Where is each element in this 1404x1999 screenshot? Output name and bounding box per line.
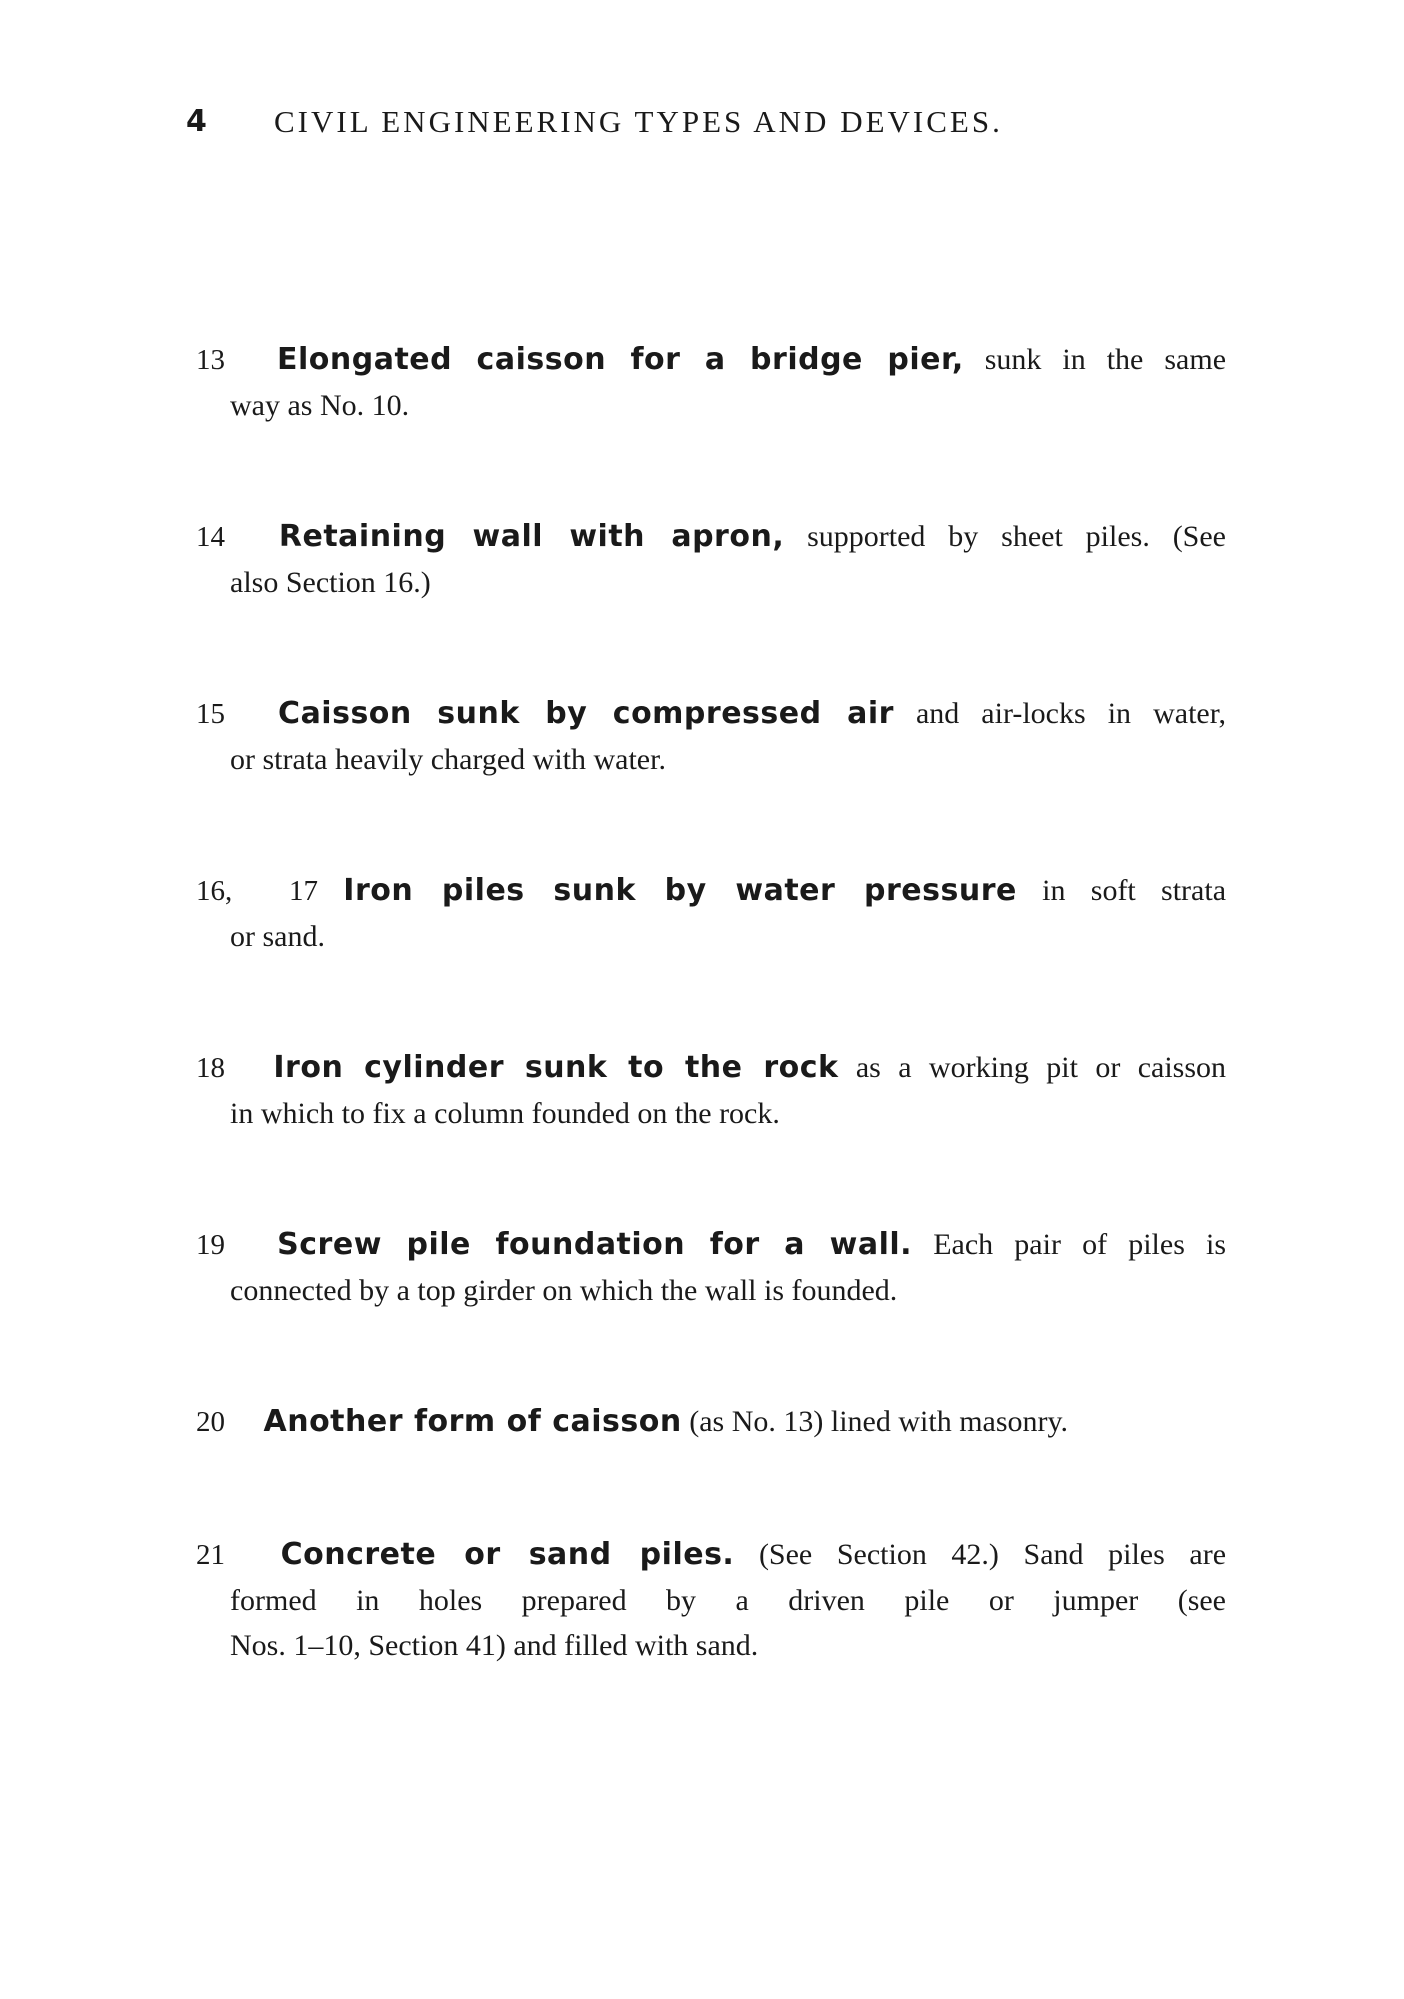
entry-text: as a working pit or caisson — [855, 1051, 1227, 1084]
entry-number: 15 — [196, 698, 225, 730]
entry-heading: Iron cylinder sunk to the rock — [273, 1050, 839, 1085]
entry-first-line — [196, 691, 1226, 737]
entry-heading: Retaining wall with apron, — [278, 519, 785, 554]
entry-number: 16, 17 — [196, 875, 318, 907]
entry-14 — [196, 514, 1226, 605]
entry-first-line — [196, 514, 1226, 560]
entry-21 — [196, 1532, 1226, 1668]
entry-heading: Another form of caisson — [263, 1404, 682, 1439]
entry-text: and air-locks in water, — [915, 697, 1227, 730]
entry-number: 19 — [196, 1229, 225, 1261]
entry-text: sunk in the same — [984, 343, 1227, 376]
running-title: CIVIL ENGINEERING TYPES AND DEVICES. — [274, 104, 1003, 139]
entry-number: 21 — [196, 1539, 225, 1571]
entry-heading: Screw pile foundation for a wall. — [277, 1227, 913, 1262]
entry-text: Each pair of piles is — [933, 1228, 1227, 1261]
entry-first-line — [196, 1045, 1226, 1091]
entry-16-17 — [196, 868, 1226, 959]
entry-heading: Concrete or sand piles. — [280, 1537, 735, 1572]
entry-continuation-line: also Section 16.) — [230, 566, 431, 599]
page-header — [186, 100, 1146, 150]
entry-text: in soft strata — [1042, 874, 1227, 907]
entry-18 — [196, 1045, 1226, 1136]
entry-number: 20 — [196, 1406, 225, 1438]
entry-heading: Caisson sunk by compressed air — [278, 696, 894, 731]
entry-first-line — [196, 1222, 1226, 1268]
entry-heading: Iron piles sunk by water pressure — [343, 873, 1017, 908]
entry-number: 13 — [196, 344, 225, 376]
entry-continuation-line: or strata heavily charged with water. — [230, 743, 666, 776]
entry-first-line — [196, 868, 1226, 914]
entry-first-line — [196, 337, 1226, 383]
entry-continuation-line: way as No. 10. — [230, 389, 410, 422]
entry-15 — [196, 691, 1226, 782]
entry-first-line — [196, 1532, 1226, 1578]
page-number: 4 — [186, 104, 207, 139]
entry-continuation-line: connected by a top girder on which the wall is founded. — [230, 1274, 898, 1307]
entry-heading: Elongated caisson for a bridge pier, — [277, 342, 964, 377]
entry-number: 18 — [196, 1052, 225, 1084]
entry-13 — [196, 337, 1226, 428]
entry-continuation-line: Nos. 1–10, Section 41) and filled with sand. — [230, 1629, 759, 1662]
entry-number: 14 — [196, 521, 225, 553]
entry-text: supported by sheet piles. (See — [807, 520, 1227, 553]
entry-text: (See Section 42.) Sand piles are — [758, 1538, 1227, 1571]
entry-continuation-line: or sand. — [230, 920, 325, 953]
entry-first-line — [196, 1399, 1226, 1445]
entry-text: (as No. 13) lined with masonry. — [689, 1405, 1069, 1438]
entry-continuation-line: in which to fix a column founded on the rock. — [230, 1097, 780, 1130]
entry-continuation-line: formed in holes prepared by a driven pile or jumper (see — [230, 1584, 1226, 1617]
entry-19 — [196, 1222, 1226, 1313]
entry-20 — [196, 1399, 1226, 1445]
